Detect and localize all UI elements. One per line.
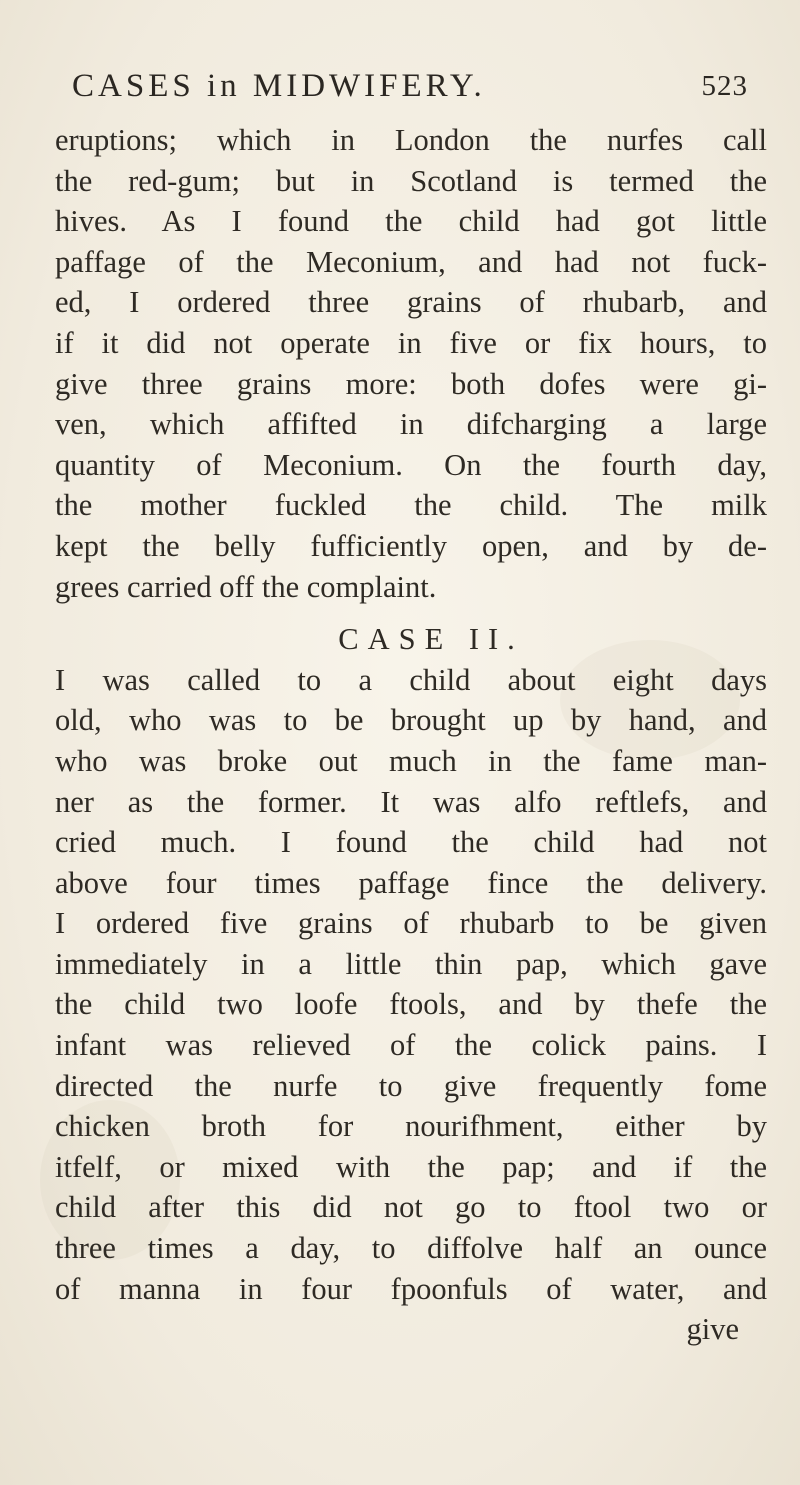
text-line: old, who was to be brought up by hand, and <box>55 703 767 738</box>
text-line: I ordered five grains of rhubarb to be given <box>55 906 767 941</box>
paragraph-1 <box>55 120 767 607</box>
text-line: ner as the former. It was alfo reftlefs, and <box>55 784 767 819</box>
text-line: child after this did not go to ftool two or <box>55 1190 767 1225</box>
text-line: above four times paffage fince the delivery. <box>55 865 767 900</box>
text-line: ven, which affifted in difcharging a large <box>55 407 767 442</box>
text-line: give three grains more: both dofes were gi- <box>55 366 767 401</box>
body-text <box>55 120 767 1350</box>
text-line: eruptions; which in London the nurfes call <box>55 123 767 157</box>
text-line: of manna in four fpoonfuls of water, and <box>55 1271 767 1306</box>
text-line: three times a day, to diffolve half an ounce <box>55 1231 767 1266</box>
text-line: paffage of the Meconium, and had not fuck- <box>55 244 767 279</box>
text-line: itfelf, or mixed with the pap; and if the <box>55 1149 767 1184</box>
text-line: quantity of Meconium. On the fourth day, <box>55 447 767 482</box>
text-line: cried much. I found the child had not <box>55 825 767 860</box>
text-line: who was broke out much in the fame man- <box>55 743 767 778</box>
running-head: CASES in MIDWIFERY. <box>72 68 486 104</box>
page-number: 523 <box>701 70 748 102</box>
text-line: infant was relieved of the colick pains. I <box>55 1028 767 1063</box>
text-line: hives. As I found the child had got little <box>55 204 767 239</box>
page-header <box>62 62 760 122</box>
text-line: if it did not operate in five or fix hours, to <box>55 325 767 360</box>
catchword: give <box>686 1312 739 1347</box>
text-line: the mother fuckled the child. The milk <box>55 488 767 523</box>
text-line: the red-gum; but in Scotland is termed the <box>55 163 767 198</box>
text-line: directed the nurfe to give frequently fome <box>55 1068 767 1103</box>
paragraph-2 <box>55 660 767 1310</box>
text-line: chicken broth for nourifhment, either by <box>55 1109 767 1144</box>
text-line: grees carried off the complaint. <box>55 569 437 604</box>
text-line: the child two loofe ftools, and by thefe the <box>55 987 767 1022</box>
case-heading: CASE II. <box>338 622 524 657</box>
text-line: immediately in a little thin pap, which gave <box>55 946 767 981</box>
text-line: ed, I ordered three grains of rhubarb, and <box>55 285 767 320</box>
text-line: I was called to a child about eight days <box>55 662 767 697</box>
text-line: kept the belly fufficiently open, and by de- <box>55 528 767 563</box>
